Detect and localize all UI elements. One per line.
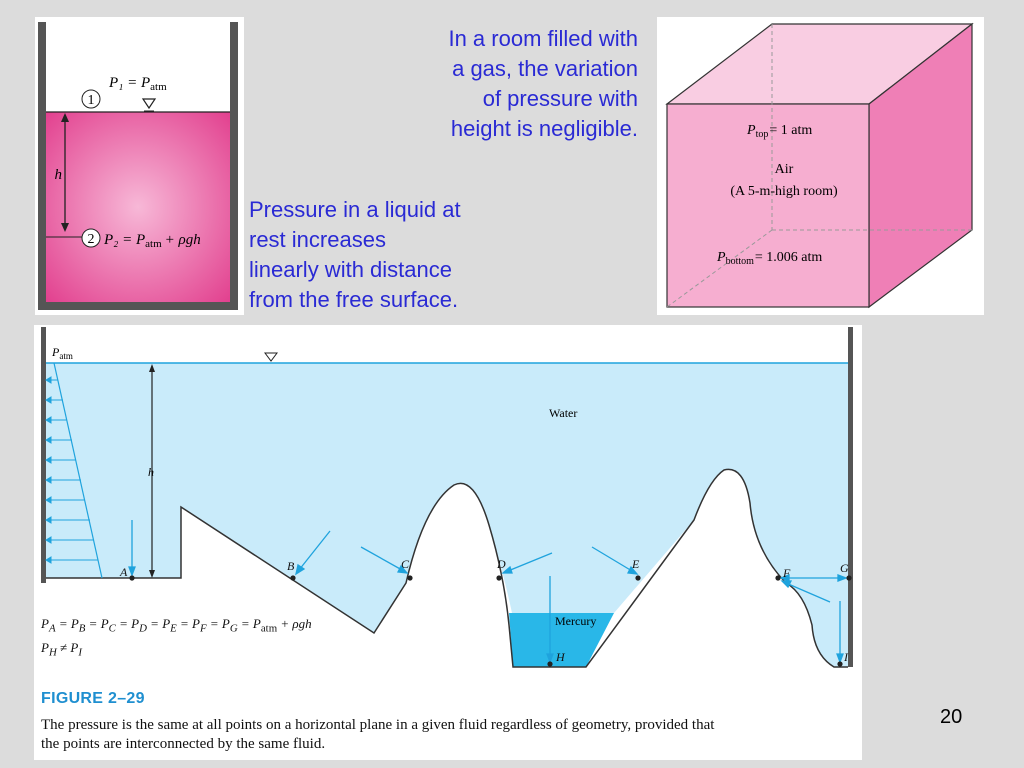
figure-panel: [34, 325, 862, 760]
figure-title: FIGURE 2–29: [41, 690, 145, 707]
figure-right-wall: [848, 327, 853, 667]
gas-caption-line: In a room filled with: [448, 26, 638, 51]
figure-caption: [41, 716, 856, 754]
tank-h-label: h: [54, 167, 62, 183]
tank-liquid: [46, 112, 230, 302]
point-e-label: E: [632, 557, 640, 571]
inequality-equation: $P_H \ne P_I$: [41, 640, 82, 659]
tank-left-wall: [38, 22, 46, 310]
gas-caption: [360, 24, 638, 144]
gas-caption-line: a gas, the variation: [452, 56, 638, 81]
pbottom-label: $P_{bottom}= 1.006$ atm: [717, 250, 823, 267]
gas-caption-line: of pressure with: [482, 86, 638, 111]
mercury-label: Mercury: [555, 614, 597, 628]
point-h-label: H: [556, 650, 565, 664]
liquid-caption-line: rest increases: [249, 227, 386, 252]
gas-caption-line: height is negligible.: [450, 116, 638, 141]
page-number: 20: [940, 706, 963, 728]
point-f-label: F: [783, 566, 791, 580]
circle-2-label: 2: [87, 232, 95, 247]
free-surface-icon: [143, 99, 155, 108]
figure-caption-line: The pressure is the same at all points on a horizontal plane in a given fluid regardless of geometry, provided that: [41, 717, 715, 733]
room-diagram-panel: [657, 17, 984, 315]
point-c-label: C: [401, 557, 410, 571]
equality-equation: $P_A = P_B = P_C = P_D = P_E = P_F = P_G = P_{atm} + \rho gh$: [41, 616, 312, 635]
point-d-label: D: [497, 557, 506, 571]
point-b-label: B: [287, 559, 295, 573]
tank-diagram: [35, 17, 244, 315]
p2-label: $P_2 = P_{atm} + \rho gh$: [104, 232, 201, 250]
liquid-caption: [249, 195, 509, 315]
circle-1-label: 1: [87, 93, 95, 108]
point-i-label: I: [844, 650, 848, 664]
p1-label: $P_1 = P_{atm}$: [109, 75, 167, 93]
room-cube-diagram: [657, 17, 984, 315]
tank-right-wall: [230, 22, 238, 310]
free-surface-icon: [265, 353, 277, 361]
point-a-label: A: [120, 565, 128, 579]
water-label: Water: [549, 406, 578, 420]
ptop-label: $P_{top}= 1$ atm: [747, 123, 813, 140]
point-g-label: G: [840, 561, 849, 575]
liquid-caption-line: from the free surface.: [249, 287, 459, 312]
patm-label: $P_{atm}$: [52, 345, 73, 361]
figure-left-wall: [41, 327, 46, 583]
liquid-caption-line: linearly with distance: [249, 257, 452, 282]
figure-h-label: h: [148, 465, 154, 479]
liquid-caption-line: Pressure in a liquid at: [249, 197, 461, 222]
tank-diagram-panel: [35, 17, 244, 315]
room-description: (A 5-m-high room): [730, 184, 838, 199]
figure-caption-line: the points are interconnected by the same fluid.: [41, 736, 326, 752]
air-label: Air: [774, 162, 794, 177]
tank-bottom-wall: [38, 302, 238, 310]
